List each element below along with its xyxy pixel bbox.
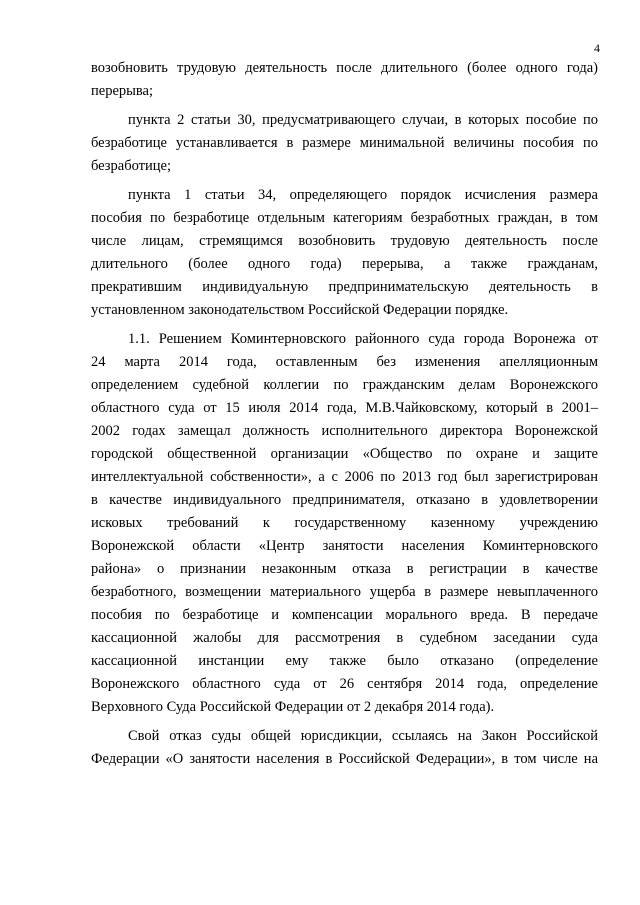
paragraph bbox=[91, 57, 598, 103]
text-line: 24 марта 2014 года, оставленным без изменения апелляционным bbox=[91, 354, 598, 370]
text-line: Воронежской области «Центр занятости населения Коминтерновского bbox=[91, 538, 598, 554]
paragraph bbox=[91, 109, 598, 178]
text-line: возобновить трудовую деятельность после длительного (более одного года) bbox=[91, 60, 598, 76]
text-line: безработице устанавливается в размере минимальной величины пособия по bbox=[91, 135, 598, 151]
text-line: 2002 годах замещал должность исполнительного директора Воронежской bbox=[91, 423, 598, 439]
text-line: кассационной инстанции ему также было отказано (определение bbox=[91, 653, 598, 669]
text-line: Федерации «О занятости населения в Российской Федерации», в том числе на bbox=[91, 751, 598, 767]
paragraph bbox=[91, 184, 598, 322]
text-line: пособия по безработице отдельным категориям безработных граждан, в том bbox=[91, 210, 598, 226]
text-line: Воронежского областного суда от 26 сентября 2014 года, определение bbox=[91, 676, 598, 692]
text-line: числе лицам, стремящимся возобновить трудовую деятельность после bbox=[91, 233, 598, 249]
text-line: пункта 2 статьи 30, предусматривающего случаи, в которых пособие по bbox=[128, 112, 598, 128]
document-body bbox=[91, 57, 598, 771]
text-line: Верховного Суда Российской Федерации от 2 декабря 2014 года). bbox=[91, 699, 495, 715]
text-line: пункта 1 статьи 34, определяющего порядок исчисления размера bbox=[128, 187, 598, 203]
text-line: перерыва; bbox=[91, 83, 153, 99]
text-line: Свой отказ суды общей юрисдикции, ссылаясь на Закон Российской bbox=[128, 728, 598, 744]
text-line: областного суда от 15 июля 2014 года, М.В.Чайковскому, который в 2001– bbox=[91, 400, 598, 416]
text-line: 1.1. Решением Коминтерновского районного суда города Воронежа от bbox=[128, 331, 598, 347]
text-line: кассационной жалобы для рассмотрения в судебном заседании суда bbox=[91, 630, 598, 646]
text-line: пособия по безработице и компенсации морального вреда. В передаче bbox=[91, 607, 598, 623]
text-line: установленном законодательством Российской Федерации порядке. bbox=[91, 302, 509, 318]
page-number: 4 bbox=[594, 41, 600, 55]
text-line: городской общественной организации «Общество по охране и защите bbox=[91, 446, 598, 462]
text-line: длительного (более одного года) перерыва, а также гражданам, bbox=[91, 256, 598, 272]
paragraph bbox=[91, 328, 598, 719]
text-line: безработного, возмещении материального ущерба в размере невыплаченного bbox=[91, 584, 598, 600]
paragraph bbox=[91, 725, 598, 771]
text-line: исковых требований к государственному казенному учреждению bbox=[91, 515, 598, 531]
text-line: района» о признании незаконным отказа в регистрации в качестве bbox=[91, 561, 598, 577]
text-line: определением судебной коллегии по гражданским делам Воронежского bbox=[91, 377, 598, 393]
text-line: безработице; bbox=[91, 158, 171, 174]
text-line: прекратившим индивидуальную предпринимательскую деятельность в bbox=[91, 279, 598, 295]
text-line: в качестве индивидуального предпринимателя, отказано в удовлетворении bbox=[91, 492, 598, 508]
text-line: интеллектуальной собственности», а с 2006 по 2013 год был зарегистрирован bbox=[91, 469, 598, 485]
